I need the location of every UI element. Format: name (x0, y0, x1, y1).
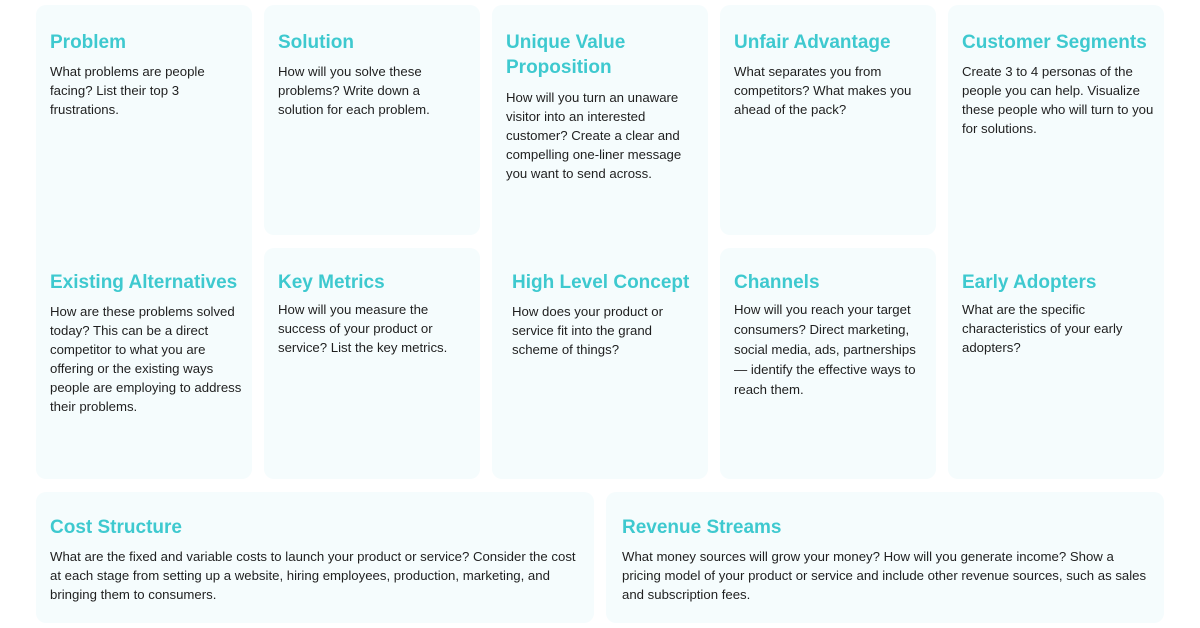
solution-title: Solution (278, 32, 354, 53)
early-adopters-title: Early Adopters (962, 272, 1097, 293)
high-level-concept-description: How does your product or service fit into the grand scheme of things? (512, 304, 663, 357)
existing-alternatives-description: How are these problems solved today? This can be a direct competitor to what you are offering or the existing ways people are employing to address their problems. (50, 304, 242, 414)
unique-value-proposition-description: How will you turn an unaware visitor into an interested customer? Create a clear and compelling one-liner message you want to send across. (506, 90, 682, 181)
key-metrics-description: How will you measure the success of your product or service? List the key metrics. (278, 302, 448, 355)
customer-segments-description: Create 3 to 4 personas of the people you can help. Visualize these people who will turn to you for solutions. (962, 64, 1154, 136)
customer-segments-title: Customer Segments (962, 32, 1147, 53)
cost-structure-title: Cost Structure (50, 517, 182, 538)
solution-description: How will you solve these problems? Write down a solution for each problem. (278, 64, 430, 117)
revenue-streams-description: What money sources will grow your money? How will you generate income? Show a pricing model of your product or service and include other revenue sources, such as sales and subscription fees. (622, 549, 1147, 602)
problem-title: Problem (50, 32, 127, 53)
problem-description: What problems are people facing? List their top 3 frustrations. (50, 64, 205, 117)
cost-structure-description: What are the fixed and variable costs to launch your product or service? Consider the cost at each stage from setting up a website, hiring employees, production, marketing, and bringing them to consumers. (50, 549, 576, 602)
unfair-advantage-description: What separates you from competitors? What makes you ahead of the pack? (734, 64, 912, 117)
early-adopters-description: What are the specific characteristics of your early adopters? (962, 302, 1123, 355)
existing-alternatives-title: Existing Alternatives (50, 272, 238, 293)
channels-description: How will you reach your target consumers? Direct marketing, social media, ads, partnerships — identify the effective ways to reach them. (734, 302, 916, 397)
unfair-advantage-title: Unfair Advantage (734, 32, 891, 53)
unique-value-proposition-title: Unique Value Proposition (506, 32, 626, 78)
channels-title: Channels (734, 272, 820, 293)
key-metrics-title: Key Metrics (278, 272, 385, 293)
revenue-streams-title: Revenue Streams (622, 517, 782, 538)
high-level-concept-title: High Level Concept (512, 272, 690, 293)
